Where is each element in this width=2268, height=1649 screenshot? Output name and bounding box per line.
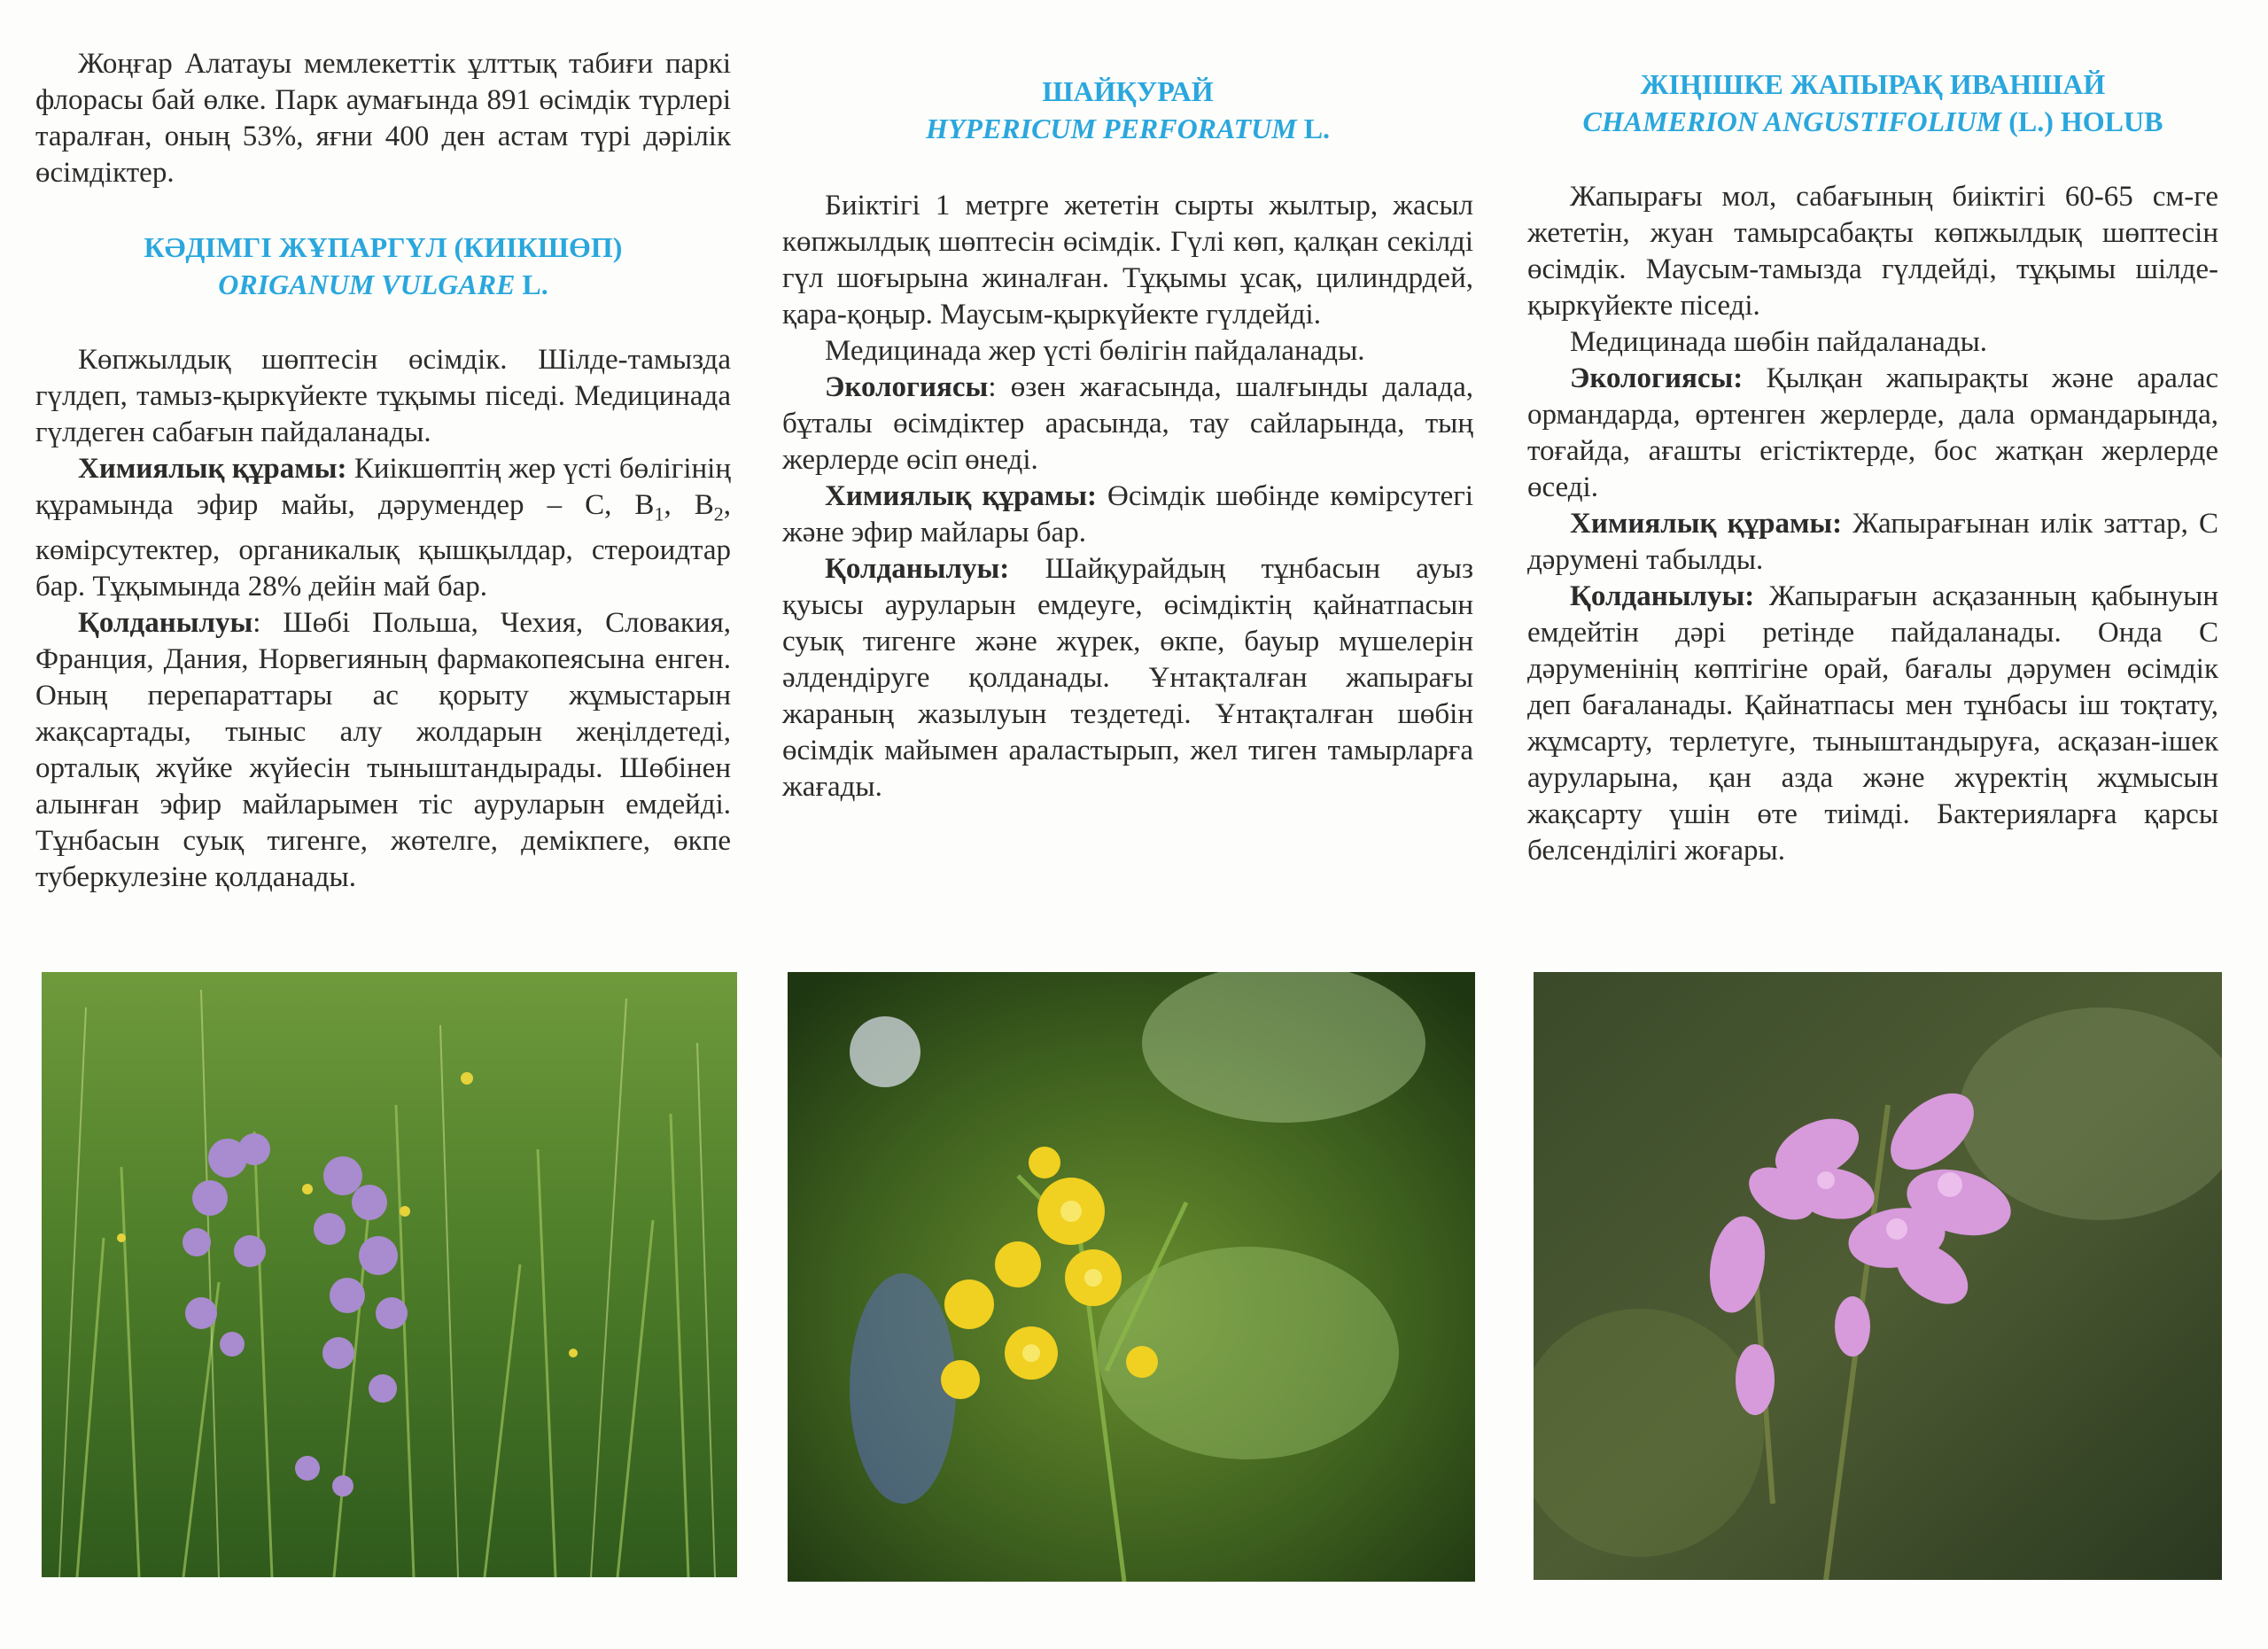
hypericum-eco-label: Экологиясы <box>825 371 989 403</box>
chamerion-author: (L.) HOLUB <box>2008 105 2163 137</box>
origanum-use-text: : Шөбі Польша, Чехия, Словакия, Франция, Дания, Норвегияның фармакопеясына енген. Оның перепараттары ас қорыту жұмыстарын жақсартады, тыныс алу жолдарын жеңілдетеді, орталық жүйке жүйесін тыныштандырады. Шөбінен алынған эфир майларымен тіс ауруларын емдейді. Тұнбасын суық тигенге, жөтелге, демікпеге, өкпе туберкулезіне қолданады. <box>35 606 731 893</box>
chamerion-name: ЖІҢІШКЕ ЖАПЫРАҚ ИВАНШАЙ <box>1640 68 2106 100</box>
chamerion-chem-text: Жапырағынан илік заттар, С дәрумені табылды. <box>1527 508 2218 576</box>
hypericum-author: L. <box>1303 113 1331 144</box>
chamerion-use-label: Қолданылуы: <box>1570 580 1755 612</box>
origanum-chemistry <box>35 451 731 605</box>
hypericum-heading <box>782 73 1473 147</box>
origanum-chem-label: Химиялық құрамы: <box>78 453 347 485</box>
chamerion-body <box>1527 179 2218 869</box>
origanum-latin-line <box>35 266 731 303</box>
chamerion-description: Жапырағы мол, сабағының биіктігі 60-65 см-ге жететін, жуан тамырсабақты көпжылдық шөптесін өсімдік. Маусым-тамызда гүлдейді, тұқымы шілде-қыркүйекте піседі. <box>1527 181 2218 322</box>
hypericum-medicine: Медицинада жер үсті бөлігін пайдаланады. <box>825 335 1365 367</box>
chamerion-chem-label: Химиялық құрамы: <box>1570 508 1843 540</box>
hypericum-body <box>782 188 1473 805</box>
origanum-name: КӘДІМГІ ЖҰПАРГҮЛ (КИІКШӨП) <box>144 231 623 263</box>
origanum-heading <box>35 229 731 303</box>
origanum-latin: ORIGANUM VULGARE <box>218 268 516 300</box>
hypericum-chem-label: Химиялық құрамы: <box>825 480 1098 512</box>
hypericum-usage <box>782 551 1473 805</box>
chamerion-heading <box>1527 66 2218 140</box>
origanum-chem-c: , көмірсутектер, органикалық қышқылдар, стероидтар бар. Тұқымында 28% дейін май бар. <box>35 489 731 603</box>
origanum-photo <box>42 972 737 1577</box>
chamerion-photo <box>1534 972 2222 1580</box>
chamerion-use-text: Жапырағын асқазанның қабынуын емдейтін дәрі ретінде пайдаланады. Онда С дәруменінің көптігіне орай, бағалы дәрумен өсімдік деп бағаланады. Қайнатпасы мен тұнбасы іш тоқтату, жұмсарту, терлетуге, тыныштандыруға, асқазан-ішек ауруларына, қан азда және жүректің жұмысын жақсарту үшін өте тиімді. Бактерияларға қарсы белсенділігі жоғары. <box>1527 580 2218 867</box>
chamerion-photo-image <box>1534 972 2222 1580</box>
hypericum-description: Биіктігі 1 метрге жететін сырты жылтыр, жасыл көпжылдық шөптесін өсімдік. Гүлі көп, қалқан секілді гүл шоғырына жиналған. Тұқымы ұсақ, цилиндрдей, қара-қоңыр. Маусым-қыркүйекте гүлдейді. <box>782 190 1473 331</box>
hypericum-chemistry <box>782 478 1473 551</box>
hypericum-use-text: Шайқурайдың тұнбасын ауыз қуысы ауруларын емдеуге, өсімдіктің қайнатпасын суық тигенге және жүрек, өкпе, бауыр мүшелерін әлдендіруге қолданады. Ұнтақталған жапырағы жараның жазылуын тездетеді. Ұнтақталған шөбін өсімдік майымен араластырып, жел тиген тамырларға жағады. <box>782 553 1473 803</box>
chamerion-usage <box>1527 579 2218 869</box>
hypericum-use-label: Қолданылуы: <box>825 553 1010 585</box>
hypericum-latin-line <box>782 110 1473 147</box>
intro-paragraph: Жоңғар Алатауы мемлекеттік ұлттық табиғи паркі флорасы бай өлке. Парк аумағында 891 өсімдік түрлері таралған, оның 53%, яғни 400 ден астам түрі дәрілік өсімдіктер. <box>35 48 731 189</box>
origanum-sub1: 1 <box>654 502 664 525</box>
chamerion-eco-text: Қылқан жапырақты және аралас ормандарда, өртенген жерлерде, дала ормандарында, тоғайда, ағашты егістіктерде, бос жатқан жерлерде өседі. <box>1527 362 2218 503</box>
chamerion-chemistry <box>1527 506 2218 579</box>
origanum-photo-image <box>42 972 737 1577</box>
hypericum-name: ШАЙҚУРАЙ <box>1042 75 1214 107</box>
origanum-sub2: 2 <box>713 502 724 525</box>
origanum-author: L. <box>522 268 548 300</box>
origanum-chem-b: , В <box>664 489 714 521</box>
chamerion-latin-line <box>1527 103 2218 140</box>
chamerion-medicine: Медицинада шөбін пайдаланады. <box>1570 326 1987 358</box>
origanum-use-label: Қолданылуы <box>78 606 253 639</box>
origanum-body <box>35 342 731 896</box>
chamerion-latin: CHAMERION ANGUSTIFOLIUM <box>1582 105 2002 137</box>
chamerion-ecology <box>1527 361 2218 506</box>
hypericum-chem-text: Өсімдік шөбінде көмірсутегі және эфир майлары бар. <box>782 480 1473 548</box>
hypericum-ecology <box>782 369 1473 478</box>
origanum-usage <box>35 605 731 896</box>
origanum-description: Көпжылдық шөптесін өсімдік. Шілде-тамызда гүлдеп, тамыз-қыркүйекте тұқымы піседі. Медицинада гүлдеген сабағын пайдаланады. <box>35 344 731 448</box>
hypericum-photo-image <box>788 972 1475 1582</box>
chamerion-eco-label: Экологиясы: <box>1570 362 1744 394</box>
hypericum-photo <box>788 972 1475 1582</box>
hypericum-latin: HYPERICUM PERFORATUM <box>925 113 1297 144</box>
hypericum-eco-text: : өзен жағасында, шалғынды далада, бұталы өсімдіктер арасында, тау сайларында, тың жерлерде өсіп өнеді. <box>782 371 1473 476</box>
origanum-chem-a: Киікшөптің жер үсті бөлігінің құрамында эфир майы, дәрумендер – С, В <box>35 453 731 521</box>
